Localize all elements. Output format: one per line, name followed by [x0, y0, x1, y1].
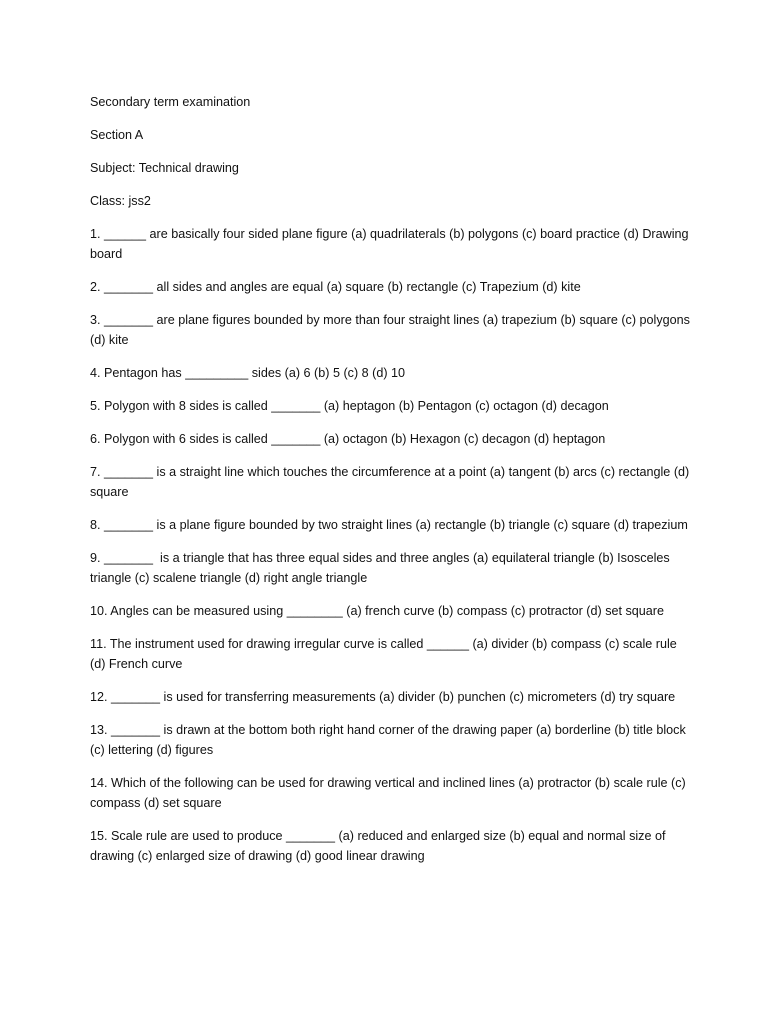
- class-label: Class: jss2: [90, 194, 151, 208]
- question-10: 10. Angles can be measured using ________ (a) french curve (b) compass (c) protractor (d) set square: [90, 604, 665, 618]
- exam-title: Secondary term examination: [90, 95, 251, 109]
- question-5: 5. Polygon with 8 sides is called _______ (a) heptagon (b) Pentagon (c) octagon (d) decagon: [90, 399, 609, 413]
- section-label: Section A: [90, 128, 144, 142]
- question-2: 2. _______ all sides and angles are equal (a) square (b) rectangle (c) Trapezium (d) kite: [90, 280, 581, 294]
- question-8: 8. _______ is a plane figure bounded by two straight lines (a) rectangle (b) triangle (c) square (d) trapezium: [90, 518, 688, 532]
- question-13: 13. _______ is drawn at the bottom both right hand corner of the drawing paper (a) borderline (b) title block (c) lettering (d) figures: [90, 723, 690, 757]
- subject-label: Subject: Technical drawing: [90, 161, 239, 175]
- question-12: 12. _______ is used for transferring measurements (a) divider (b) punchen (c) micrometers (d) try square: [90, 690, 676, 704]
- question-1: 1. ______ are basically four sided plane figure (a) quadrilaterals (b) polygons (c) board practice (d) Drawing board: [90, 227, 693, 261]
- question-14: 14. Which of the following can be used for drawing vertical and inclined lines (a) protractor (b) scale rule (c) compass (d) set square: [90, 776, 690, 810]
- question-15: 15. Scale rule are used to produce _______ (a) reduced and enlarged size (b) equal and normal size of drawing (c) enlarged size of drawing (d) good linear drawing: [90, 829, 669, 863]
- question-11: 11. The instrument used for drawing irregular curve is called ______ (a) divider (b) compass (c) scale rule (d) French curve: [90, 637, 681, 671]
- question-7: 7. _______ is a straight line which touches the circumference at a point (a) tangent (b) arcs (c) rectangle (d) square: [90, 465, 693, 499]
- question-4: 4. Pentagon has _________ sides (a) 6 (b) 5 (c) 8 (d) 10: [90, 366, 406, 380]
- question-6: 6. Polygon with 6 sides is called _______ (a) octagon (b) Hexagon (c) decagon (d) heptagon: [90, 432, 606, 446]
- question-9: 9. _______ is a triangle that has three equal sides and three angles (a) equilateral triangle (b) Isosceles triangle (c) scalene triangle (d) right angle triangle: [90, 551, 674, 585]
- question-3: 3. _______ are plane figures bounded by more than four straight lines (a) trapezium (b) square (c) polygons (d) kite: [90, 313, 694, 347]
- exam-page: [90, 92, 694, 879]
